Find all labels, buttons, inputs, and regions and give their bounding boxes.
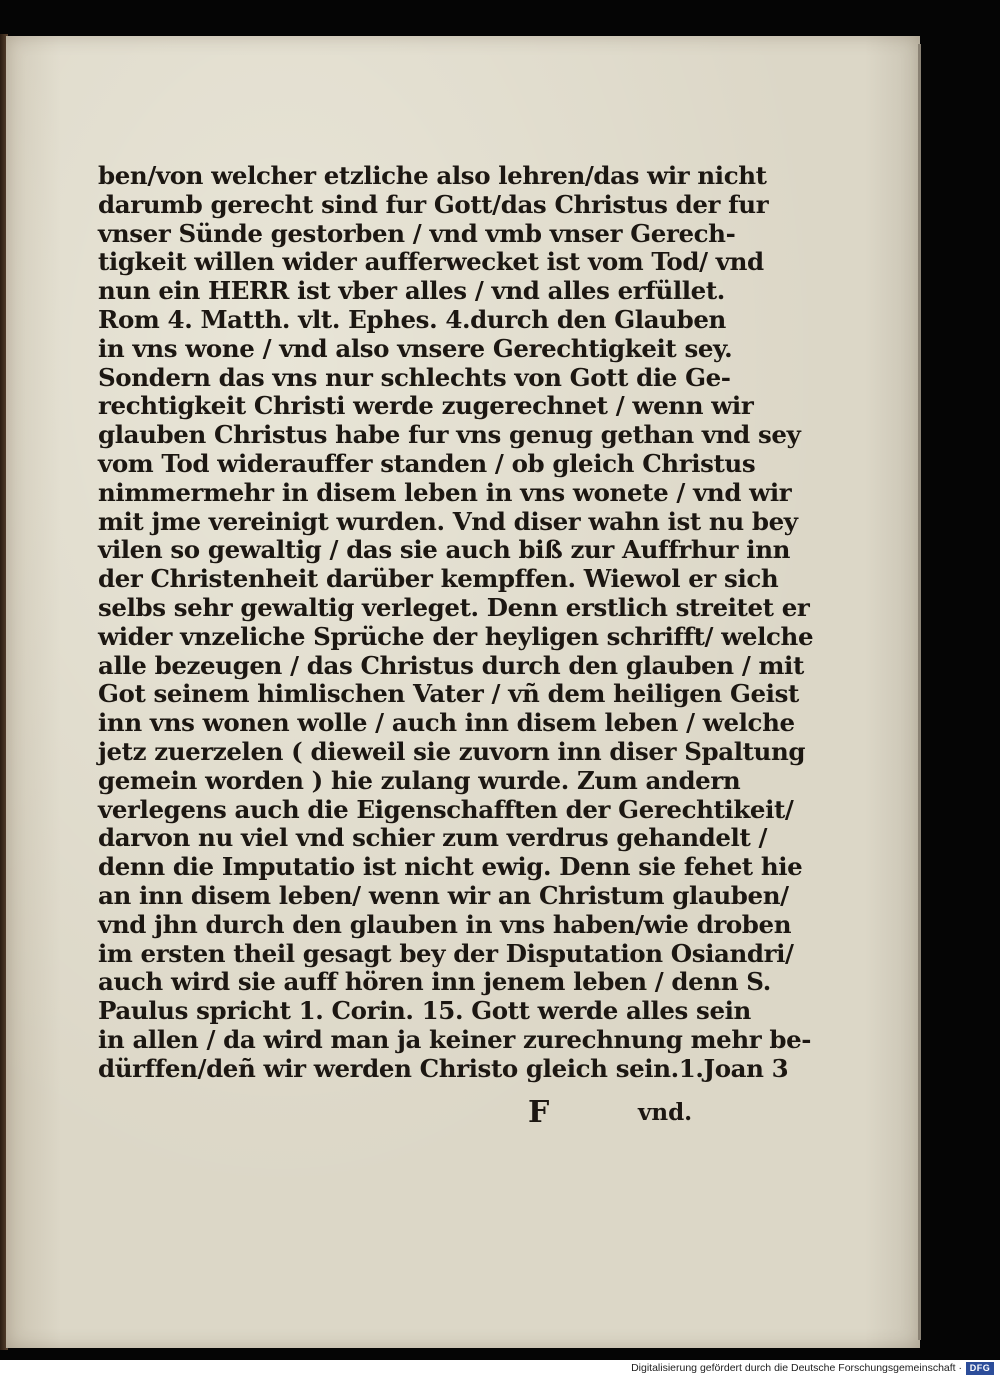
text-line: nun ein HERR ist vber alles / vnd alles erfüllet.: [98, 276, 725, 306]
text-line: mit jme vereinigt wurden. Vnd diser wahn ist nu bey: [98, 506, 798, 536]
text-line: wider vnzeliche Sprüche der heyligen schrifft/ welche: [98, 621, 814, 651]
text-line: tigkeit willen wider aufferwecket ist vom Tod/ vnd: [98, 247, 764, 277]
text-line: selbs sehr gewaltig verleget. Denn erstlich streitet er: [98, 592, 810, 622]
page-body-text: [98, 161, 814, 1084]
page-edge: [918, 44, 921, 1340]
text-line: auch wird sie auff hören inn jenem leben / denn S.: [98, 967, 771, 997]
text-line: in allen / da wird man ja keiner zurechnung mehr be-: [98, 1024, 812, 1054]
text-line: vnd jhn durch den glauben in vns haben/wie droben: [98, 909, 792, 939]
dfg-logo-icon: DFG: [966, 1362, 994, 1375]
signature-mark: F: [528, 1095, 550, 1130]
text-line: vilen so gewaltig / das sie auch biß zur Auffrhur inn: [98, 535, 791, 565]
text-line: an inn disem leben/ wenn wir an Christum glauben/: [98, 880, 789, 910]
funding-credit: Digitalisierung gefördert durch die Deutsche Forschungsgemeinschaft ·: [631, 1362, 962, 1374]
text-line: Paulus spricht 1. Corin. 15. Gott werde alles sein: [98, 996, 751, 1026]
text-line: glauben Christus habe fur vns genug gethan vnd sey: [98, 420, 801, 450]
text-line: gemein worden ) hie zulang wurde. Zum andern: [98, 765, 741, 795]
text-line: alle bezeugen / das Christus durch den glauben / mit: [98, 650, 804, 680]
catchword: vnd.: [638, 1099, 693, 1126]
text-line: im ersten theil gesagt bey der Disputation Osiandri/: [98, 938, 794, 968]
text-line: Sondern das vns nur schlechts von Gott die Ge-: [98, 362, 731, 392]
text-line: dürffen/deñ wir werden Christo gleich sein.1.Joan 3: [98, 1053, 789, 1083]
text-line: rechtigkeit Christi werde zugerechnet / wenn wir: [98, 391, 754, 421]
text-line: Rom 4. Matth. vlt. Ephes. 4.durch den Glauben: [98, 304, 726, 334]
text-line: ben/von welcher etzliche also lehren/das wir nicht: [98, 161, 767, 190]
text-line: in vns wone / vnd also vnsere Gerechtigkeit sey.: [98, 333, 733, 363]
text-line: Got seinem himlischen Vater / vñ dem heiligen Geist: [98, 679, 799, 709]
text-line: der Christenheit darüber kempffen. Wiewol er sich: [98, 564, 779, 594]
text-line: nimmermehr in disem leben in vns wonete / vnd wir: [98, 477, 792, 507]
text-line: darumb gerecht sind fur Gott/das Christus der fur: [98, 189, 769, 219]
text-line: vom Tod widerauffer standen / ob gleich Christus: [98, 448, 756, 478]
text-line: jetz zuerzelen ( dieweil sie zuvorn inn diser Spaltung: [98, 736, 806, 766]
text-line: vnser Sünde gestorben / vnd vmb vnser Gerech-: [98, 218, 736, 248]
text-line: darvon nu viel vnd schier zum verdrus gehandelt /: [98, 823, 768, 853]
text-line: inn vns wonen wolle / auch inn disem leben / welche: [98, 708, 795, 738]
text-line: verlegens auch die Eigenschafften der Gerechtikeit/: [98, 794, 794, 824]
text-line: denn die Imputatio ist nicht ewig. Denn sie fehet hie: [98, 852, 803, 882]
